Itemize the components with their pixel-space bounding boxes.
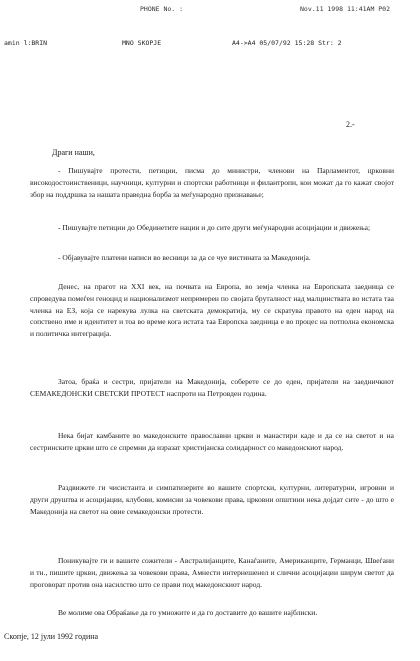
paragraph-4: Денес, на прагот на XXI век, на почвата на Европа, во земја членка на Европската заедница се спроведува помеѓен геноцид и национализмот непримерен по својата бруталност над малцинствата во истата таа членка на ЕЗ, која се нарекува лулка на светската демократија, му се скратува правото на еден народ на сопствено име и идентитет и тоа во време кога истата таа Европска заедница е во процес на потполна економска и политичка интеграција. [30,282,394,339]
fax-organization: MNO SKOPJE [122,39,162,47]
greeting: Драги наши, [52,148,95,157]
page-number: 2.- [346,120,355,129]
paragraph-8: Поникувајте ги и вашите сожители - Австралијанците, Канаѓаните, Американците, Германци, Швеѓани и тн., пишите цркви, движења за човекови права, Амнести интернешенел и слични асоцијации ширум светот да проговорат против она насилство што се прави под македонскиот народ. [30,556,394,589]
fax-transmission-header [0,3,420,15]
paragraph-1: - Пишувајте протести, петиции, писма до министри, членови на Парламентот, црковни високодостоинственици, научници, културни и спортски работници и филантропи, кои можат да го кажат својот збор на поддршка за нашата праведна борба за меѓународно признавање; [30,166,394,199]
fax-sender-line [0,37,420,49]
paragraph-7: Раздвижете ги чисистанта и симпатизерите во вашите спортски, културни, литературни, игровни и други друштва и асоцијации, клубови, комисии за човекови права, црковни општини нека дојдат сите - до што е Македонија на светот на овие семакедонски протести. [30,483,394,516]
signature-line: Скопје, 12 јули 1992 година [4,632,99,641]
fax-sender: amin l:BRIN [4,39,48,47]
fax-timestamp: Nov.11 1998 11:41AM P02 [300,5,391,13]
paragraph-3: - Објавувајте платени написи во весници за да се чуе вистината за Македонија. [58,253,311,262]
paragraph-2: - Пишувајте петиции до Обединетите нации и до сите други меѓународни асоцијации и движења; [58,223,371,232]
paragraph-6: Нека бијат камбаните во македонските православни цркви и манастири каде и да се на светот и на сестринските цркви што се спремни да изразат христијанска солидарност со македонскиот народ. [30,431,394,452]
fax-phone-label: PHONE No. : [140,5,184,13]
paragraph-9: Ве молиме ова Обраќање да го умножите и да го доставите до вашите најблиски. [58,608,318,617]
paragraph-5: Затоа, браќа и сестри, пријатели на Македонија, соберете се до еден, пријатели на заедничкиот СЕМАКЕДОНСКИ СВЕТСКИ ПРОТЕСТ наспроти на Петровден година. [30,377,394,398]
fax-meta: A4->A4 05/07/92 15:28 Str: 2 [232,39,342,47]
